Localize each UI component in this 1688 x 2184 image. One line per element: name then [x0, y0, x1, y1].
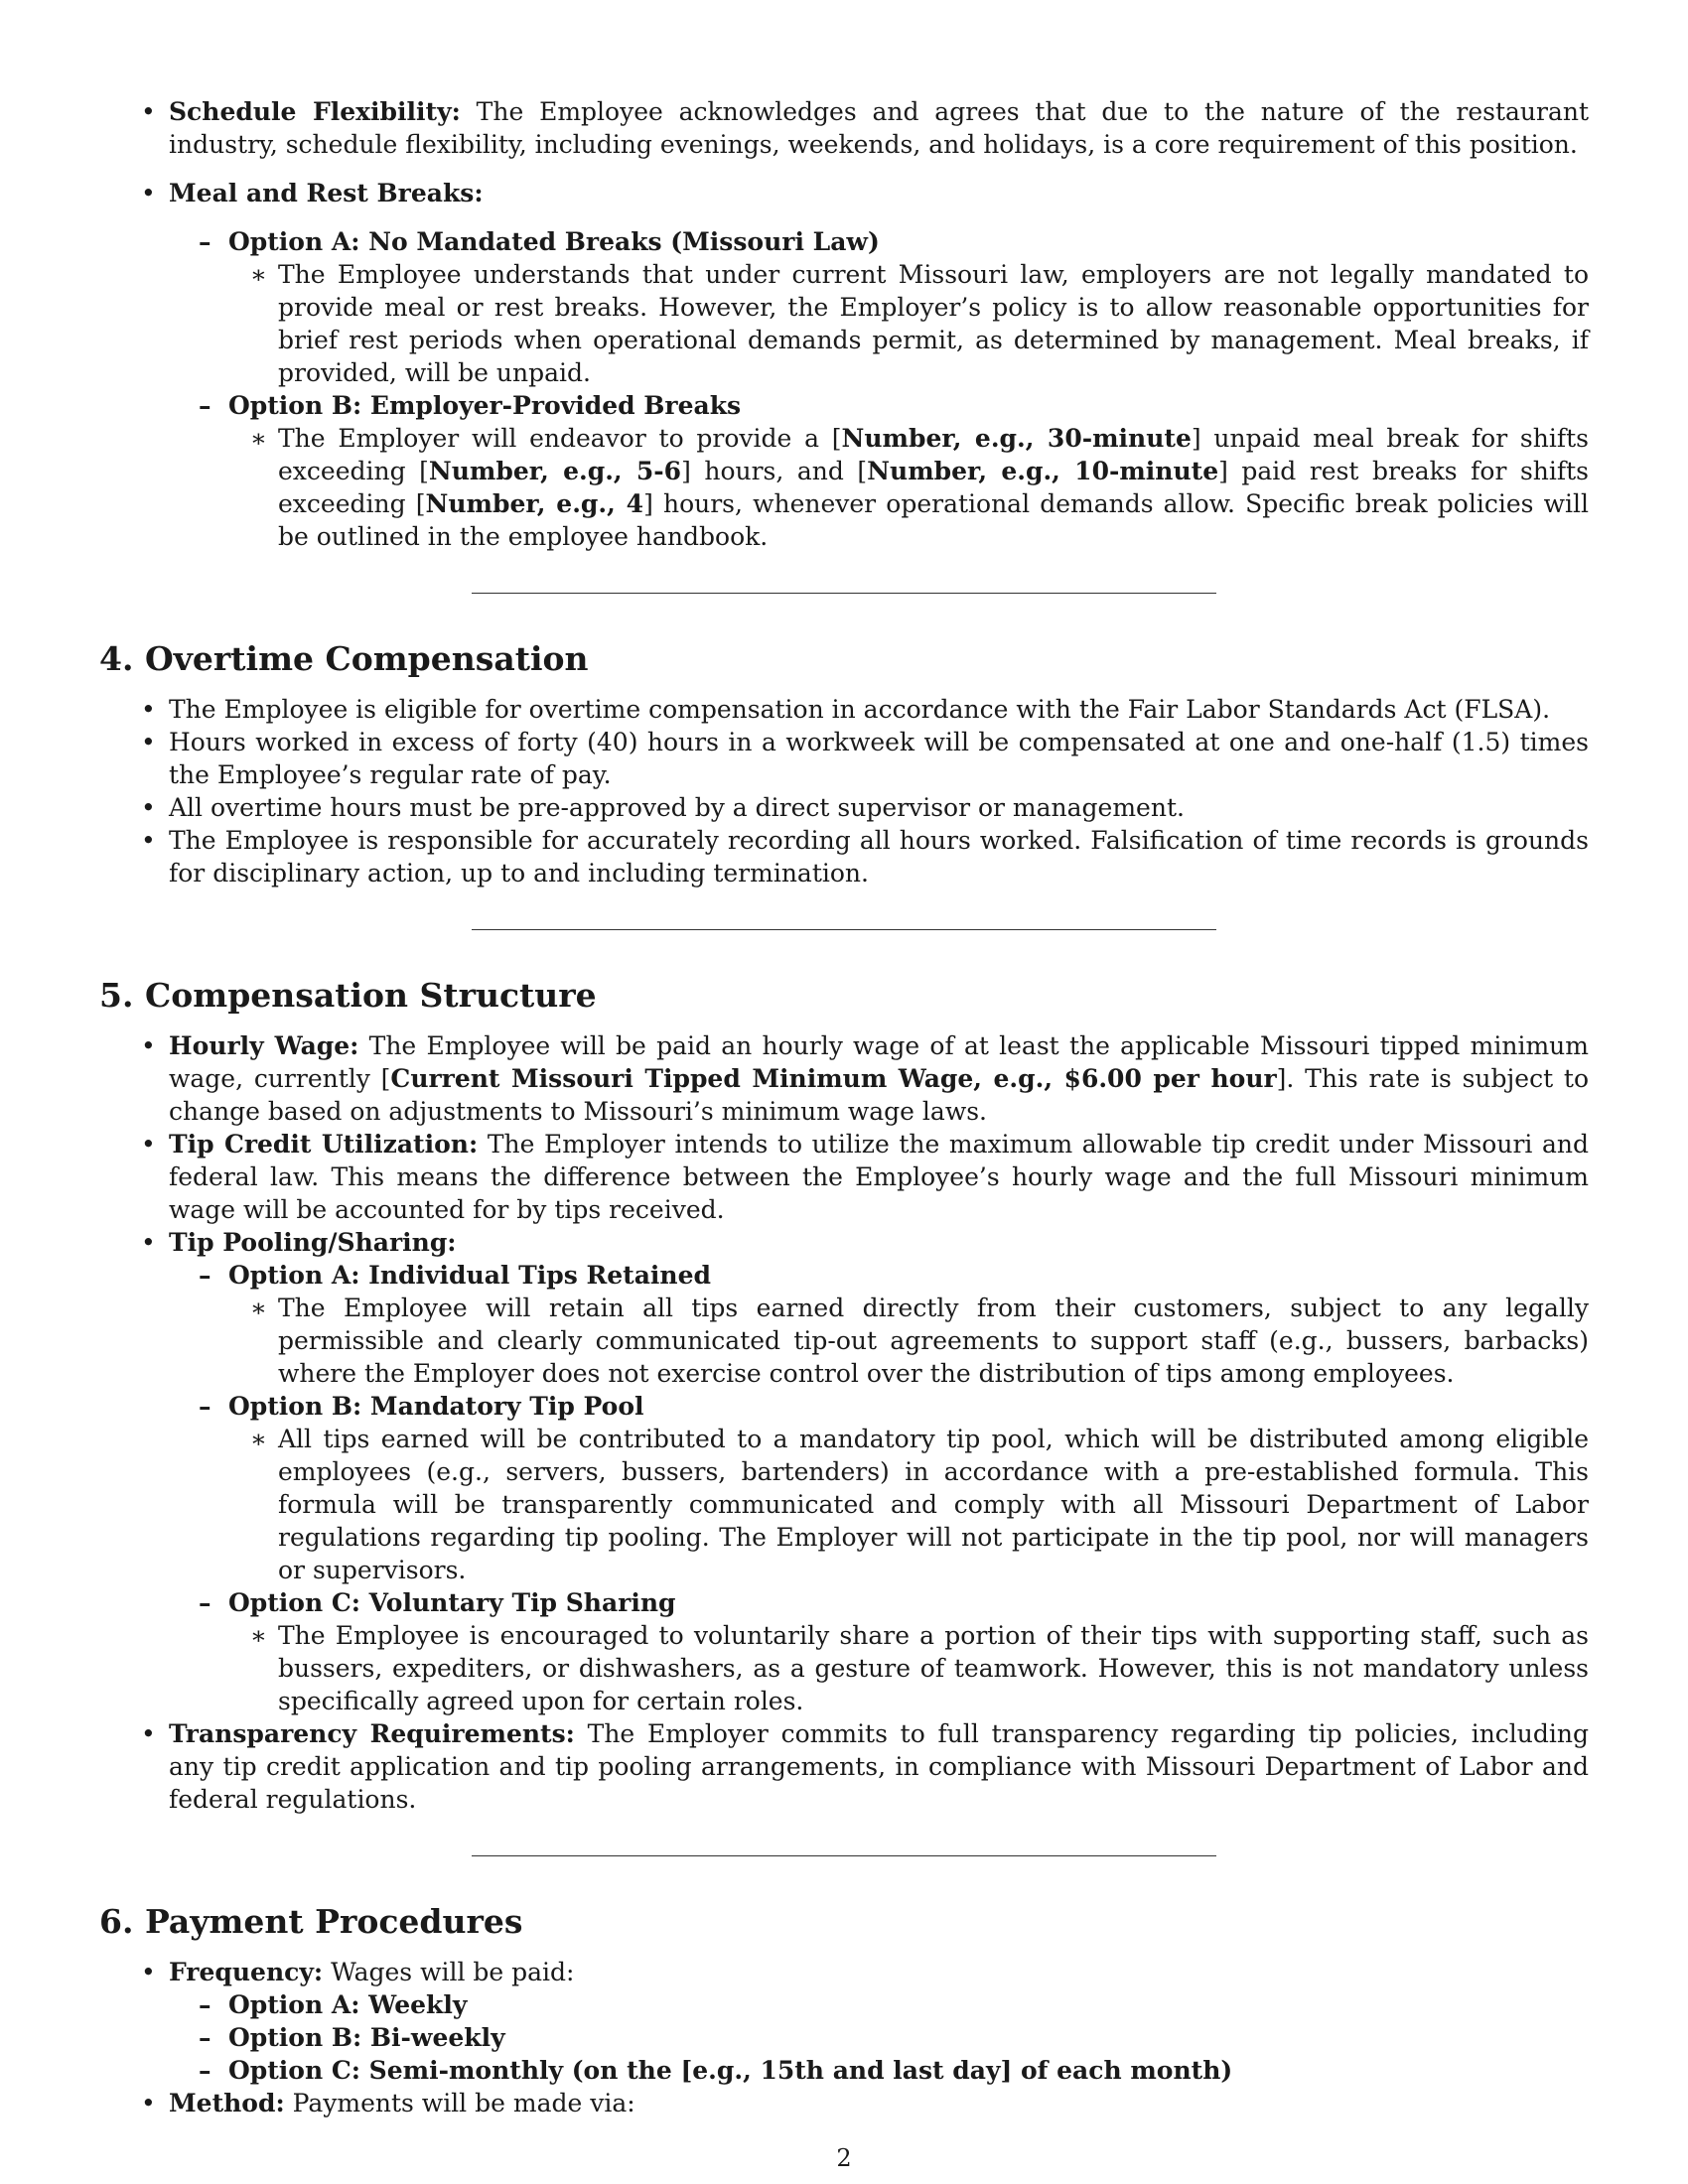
hourly-placeholder: Current Missouri Tipped Minimum Wage, e.g., $6.00 per hour — [390, 1064, 1277, 1093]
section-number: 5. — [99, 976, 134, 1015]
page-content — [99, 95, 1589, 2119]
page-number: 2 — [836, 2144, 852, 2172]
tip-pooling-options — [169, 1259, 1589, 1717]
section-heading-compensation — [99, 976, 1589, 1016]
tip-option-a-text: ∗ The Employee will retain all tips earned directly from their customers, subject to any legally permissible and clearly communicated tip-out agreements to support staff (e.g., bussers, barbacks) where the Employer does not exercise control over the distribution of tips among employees. — [228, 1292, 1589, 1390]
section-title: Payment Procedures — [145, 1902, 523, 1941]
frequency-option — [169, 2021, 1589, 2054]
transparency-text: The Employer commits to full transparency regarding tip policies, including any tip credit application and tip pooling arrangements, in compliance with Missouri Department of Labor and federal regulations. — [169, 1719, 1590, 1814]
breaks-option-a-text: ∗ The Employee understands that under current Missouri law, employers are not legally mandated to provide meal or rest breaks. However, the Employer’s policy is to allow reasonable opportunities for brief rest periods when operational demands permit, as determined by management. Meal breaks, if provided, will be unpaid. — [228, 258, 1589, 389]
tip-credit-text: The Employer intends to utilize the maximum allowable tip credit under Missouri and federal law. This means the difference between the Employee’s hourly wage and the full Missouri minimum wage will be accounted for by tips received. — [169, 1130, 1590, 1224]
list-item-transparency — [99, 1717, 1589, 1816]
frequency-option — [169, 2054, 1589, 2087]
list-item: • All overtime hours must be pre-approved by a direct supervisor or management. — [99, 791, 1589, 824]
frequency-label: Frequency: — [169, 1958, 324, 1986]
breaks-option-a — [169, 225, 1589, 389]
frequency-option-label: Option C: Semi-monthly (on the [e.g., 15th and last day] of each month) — [228, 2056, 1233, 2085]
section-heading-overtime — [99, 639, 1589, 679]
tip-option-c-details — [228, 1619, 1589, 1717]
breaks-option-b-title: Option B: Employer-Provided Breaks — [228, 391, 742, 420]
hourly-label: Hourly Wage: — [169, 1031, 359, 1060]
compensation-list — [99, 1029, 1589, 1816]
list-item-tip-credit — [99, 1128, 1589, 1226]
breaks-b-t5: ] hours, whenever operational demands allow. Specific break policies will be outlined in the employee handbook. — [278, 489, 1589, 551]
tip-option-c — [169, 1586, 1589, 1717]
tip-pooling-label: Tip Pooling/Sharing: — [169, 1228, 457, 1257]
breaks-option-b-text — [228, 422, 1589, 553]
schedule-label: Schedule Flexibility: — [169, 97, 461, 126]
tip-option-b — [169, 1390, 1589, 1586]
breaks-b-placeholder-3: Number, e.g., 10-minute — [867, 457, 1219, 485]
tip-option-b-details — [228, 1423, 1589, 1586]
breaks-option-b — [169, 389, 1589, 553]
payment-list — [99, 1956, 1589, 2119]
list-item-tip-pooling — [99, 1226, 1589, 1717]
breaks-b-t1: The Employer will endeavor to provide a [ — [278, 424, 842, 453]
section-number: 4. — [99, 639, 134, 678]
tip-option-c-text: ∗ The Employee is encouraged to voluntarily share a portion of their tips with supporting staff, such as bussers, expediters, or dishwashers, as a gesture of teamwork. However, this is not mandatory unless specifically agreed upon for certain roles. — [228, 1619, 1589, 1717]
schedule-text: The Employee acknowledges and agrees that due to the nature of the restaurant industry, schedule flexibility, including evenings, weekends, and holidays, is a core requirement of this position. — [169, 97, 1590, 159]
frequency-option-label: Option B: Bi-weekly — [228, 2023, 505, 2052]
breaks-option-a-title: Option A: No Mandated Breaks (Missouri Law) — [228, 227, 880, 256]
list-item-method — [99, 2087, 1589, 2119]
breaks-b-t4: ] paid rest breaks for shifts exceeding [ — [278, 457, 1590, 518]
method-text: Payments will be made via: — [292, 2089, 635, 2117]
method-label: Method: — [169, 2089, 285, 2117]
tip-option-b-title: Option B: Mandatory Tip Pool — [228, 1392, 644, 1421]
list-item: • Hours worked in excess of forty (40) hours in a workweek will be compensated at one and one-half (1.5) times the Employee’s regular rate of pay. — [99, 726, 1589, 791]
breaks-b-placeholder-2: Number, e.g., 5-6 — [428, 457, 682, 485]
section-title: Overtime Compensation — [145, 639, 589, 678]
hourly-text-1: The Employee will be paid an hourly wage of at least the applicable Missouri tipped minimum wage, currently [ — [169, 1031, 1589, 1093]
breaks-b-placeholder-1: Number, e.g., 30-minute — [841, 424, 1192, 453]
list-item-hourly-wage — [99, 1029, 1589, 1128]
tip-option-a — [169, 1259, 1589, 1390]
tip-option-b-text: ∗ All tips earned will be contributed to a mandatory tip pool, which will be distributed among eligible employees (e.g., servers, bussers, bartenders) in accordance with a pre-established formula. This formula will be transparently communicated and comply with all Missouri Department of Labor regulations regarding tip pooling. The Employer will not participate in the tip pool, nor will managers or supervisors. — [228, 1423, 1589, 1586]
section-number: 6. — [99, 1902, 134, 1941]
transparency-label: Transparency Requirements: — [169, 1719, 575, 1748]
tip-option-c-title: Option C: Voluntary Tip Sharing — [228, 1588, 676, 1617]
breaks-b-t3: ] hours, and [ — [681, 457, 868, 485]
tip-option-a-details — [228, 1292, 1589, 1390]
breaks-b-t2: ] unpaid meal break for shifts exceeding [ — [278, 424, 1589, 485]
tip-credit-label: Tip Credit Utilization: — [169, 1130, 479, 1159]
hourly-text-2: ]. This rate is subject to change based on adjustments to Missouri’s minimum wage laws. — [169, 1064, 1589, 1126]
section-title: Compensation Structure — [145, 976, 597, 1015]
frequency-option-label: Option A: Weekly — [228, 1990, 468, 2019]
tip-option-a-title: Option A: Individual Tips Retained — [228, 1261, 711, 1290]
breaks-option-a-details — [228, 258, 1589, 389]
list-item-frequency — [99, 1956, 1589, 2087]
breaks-option-b-details — [228, 422, 1589, 553]
section-heading-payment — [99, 1902, 1589, 1942]
overtime-list — [99, 693, 1589, 889]
breaks-list — [99, 177, 1589, 553]
schedule-list — [99, 95, 1589, 161]
frequency-options — [169, 1988, 1589, 2087]
list-item-meal-rest-breaks — [99, 177, 1589, 553]
breaks-b-placeholder-4: Number, e.g., 4 — [425, 489, 644, 518]
breaks-options — [169, 225, 1589, 553]
breaks-label: Meal and Rest Breaks: — [169, 179, 484, 207]
frequency-text: Wages will be paid: — [331, 1958, 575, 1986]
list-item: • The Employee is responsible for accurately recording all hours worked. Falsification of time records is grounds for disciplinary action, up to and including termination. — [99, 824, 1589, 889]
list-item: • The Employee is eligible for overtime compensation in accordance with the Fair Labor Standards Act (FLSA). — [99, 693, 1589, 726]
list-item-schedule-flexibility — [99, 95, 1589, 161]
frequency-option — [169, 1988, 1589, 2021]
